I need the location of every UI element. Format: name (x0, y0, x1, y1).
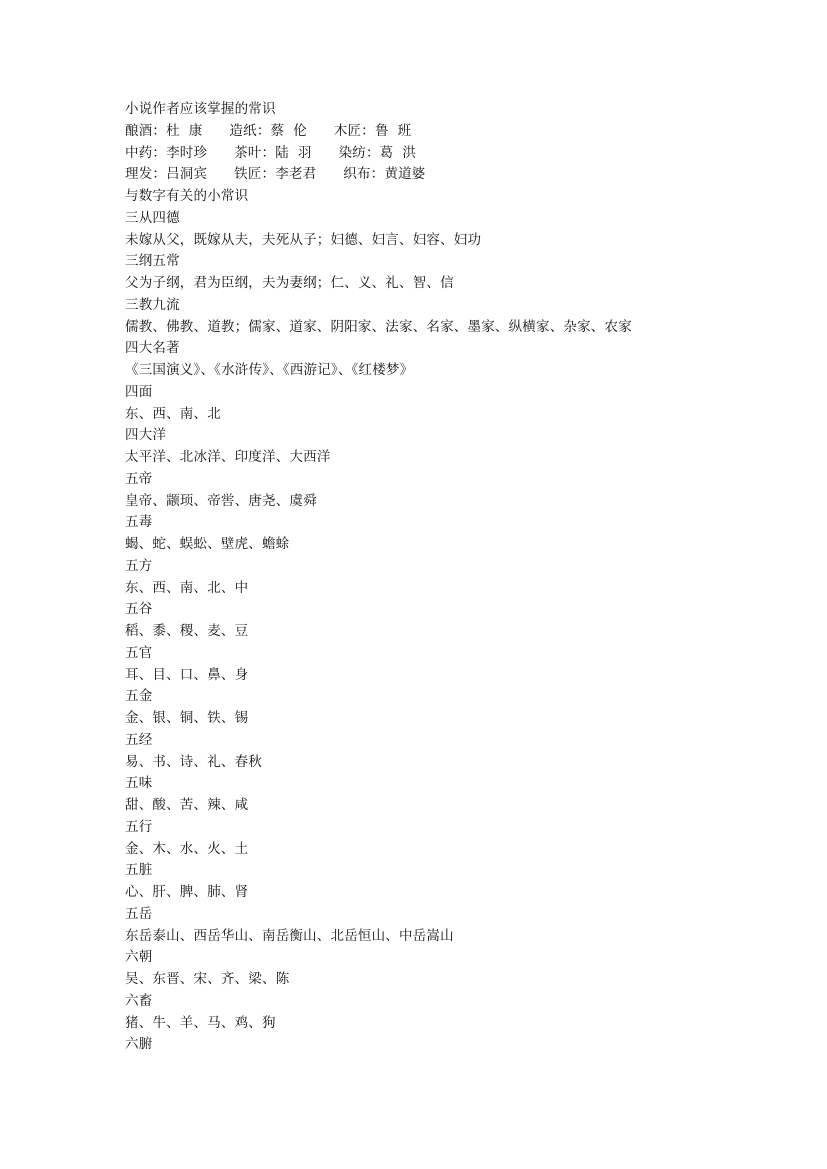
term-heading: 六腑 (125, 1036, 153, 1053)
document-page (125, 99, 805, 1056)
term-heading: 五经 (125, 731, 153, 748)
term-heading: 五金 (125, 688, 153, 705)
inventor-line: 理发：吕洞宾 铁匠：李老君 织布：黄道婆 (125, 166, 426, 183)
term-definition: 吴、东晋、宋、齐、梁、陈 (125, 971, 290, 987)
term-heading: 五官 (125, 644, 153, 661)
term-definition: 易、书、诗、礼、春秋 (125, 753, 262, 770)
term-definition: 父为子纲，君为臣纲，夫为妻纲；仁、义、礼、智、信 (125, 275, 454, 291)
term-heading: 五岳 (125, 905, 153, 922)
term-heading: 五毒 (125, 514, 153, 531)
document-title: 小说作者应该掌握的常识 (125, 101, 276, 117)
term-definition: 东、西、南、北、中 (125, 579, 249, 596)
term-definition: 皇帝、颛顼、帝喾、唐尧、虞舜 (125, 492, 317, 509)
term-definition: 儒教、佛教、道教；儒家、道家、阴阳家、法家、名家、墨家、纵横家、杂家、农家 (125, 318, 632, 335)
term-heading: 四面 (125, 383, 153, 400)
term-heading: 四大洋 (125, 427, 167, 444)
term-heading: 四大名著 (125, 340, 180, 357)
term-heading: 五脏 (125, 862, 153, 879)
term-definition: 《三国演义》、《水浒传》、《西游记》、《红楼梦》 (125, 362, 414, 378)
term-heading: 三纲五常 (125, 253, 180, 270)
term-definition: 甜、酸、苦、辣、咸 (125, 797, 249, 813)
term-heading: 六朝 (125, 949, 153, 966)
term-heading: 五味 (125, 775, 153, 792)
term-heading: 五帝 (125, 470, 153, 487)
term-definition: 耳、目、口、鼻、身 (125, 666, 249, 683)
term-definition: 东岳泰山、西岳华山、南岳衡山、北岳恒山、中岳嵩山 (125, 927, 454, 944)
term-definition: 太平洋、北冰洋、印度洋、大西洋 (125, 449, 331, 465)
term-heading: 三教九流 (125, 296, 180, 313)
term-definition: 蝎、蛇、蜈蚣、壁虎、蟾蜍 (125, 536, 290, 552)
term-definition: 金、木、水、火、土 (125, 840, 249, 857)
inventor-line: 中药：李时珍 茶叶：陆 羽 染纺：葛 洪 (125, 144, 417, 161)
term-definition: 猪、牛、羊、马、鸡、狗 (125, 1014, 276, 1031)
term-heading: 五谷 (125, 601, 153, 618)
term-definition: 未嫁从父，既嫁从夫，夫死从子；妇德、妇言、妇容、妇功 (125, 231, 482, 248)
term-heading: 六畜 (125, 992, 153, 1009)
term-definition: 心、肝、脾、肺、肾 (125, 884, 249, 900)
term-definition: 金、银、铜、铁、锡 (125, 710, 249, 726)
term-definition: 稻、黍、稷、麦、豆 (125, 623, 249, 639)
term-definition: 东、西、南、北 (125, 405, 221, 422)
term-heading: 五方 (125, 557, 153, 574)
term-heading: 五行 (125, 818, 153, 835)
inventor-line: 酿酒：杜 康 造纸：蔡 伦 木匠：鲁 班 (125, 122, 412, 139)
section-heading: 与数字有关的小常识 (125, 188, 249, 204)
term-heading: 三从四德 (125, 209, 180, 226)
